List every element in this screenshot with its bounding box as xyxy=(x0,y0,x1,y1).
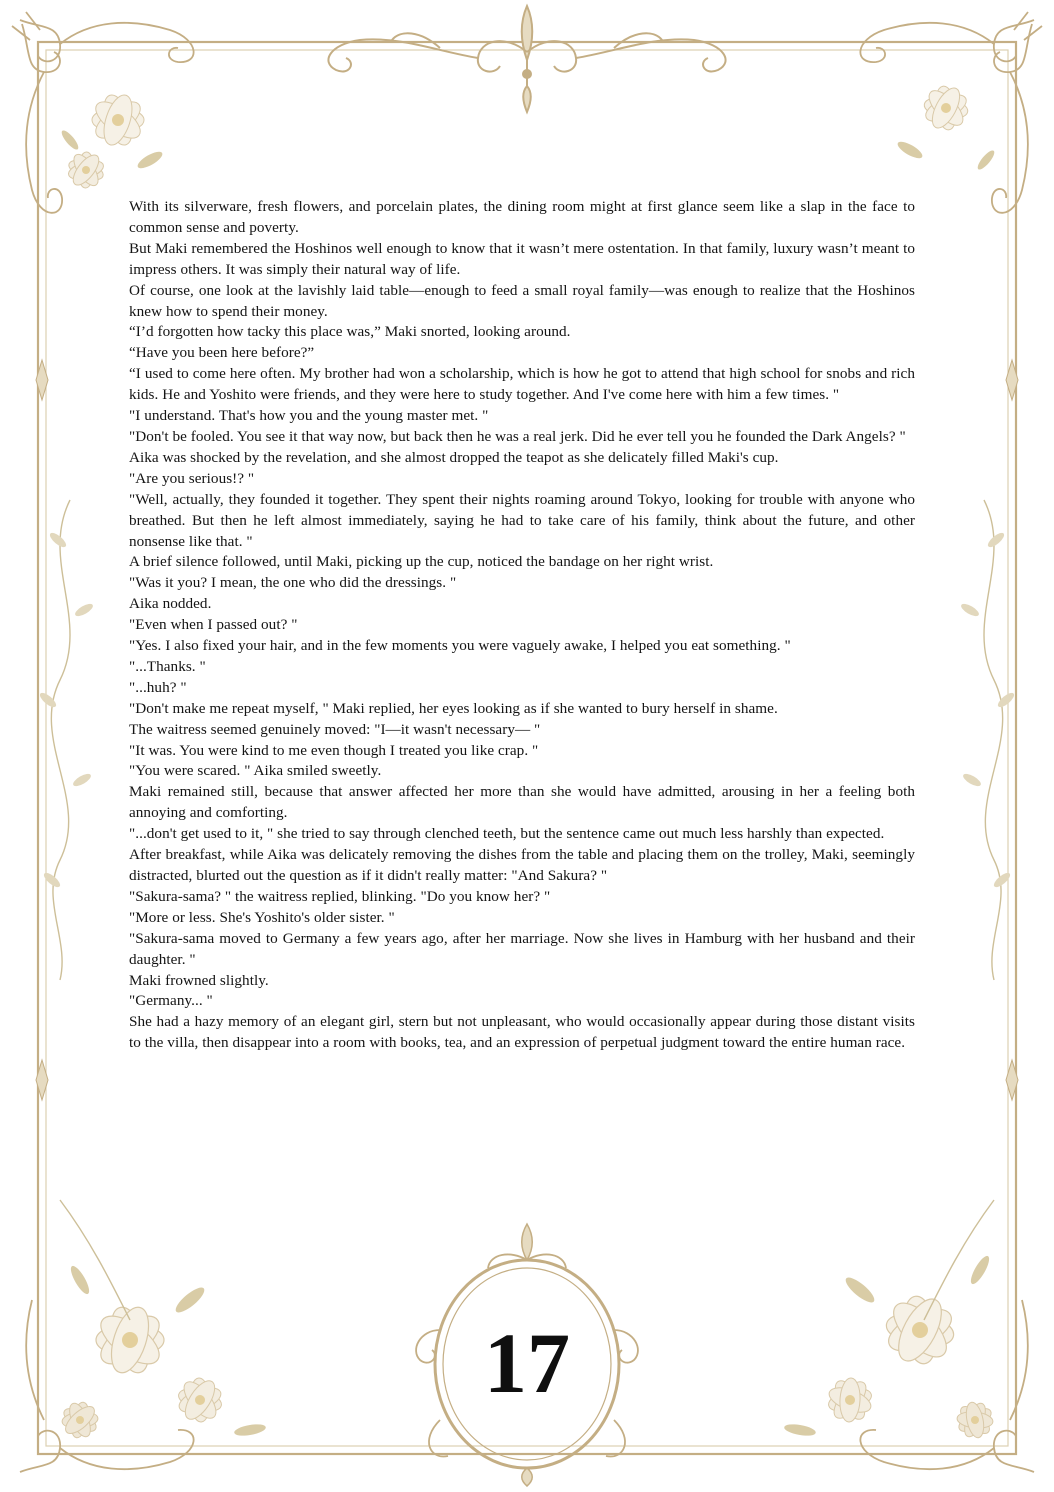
paragraph: "...Thanks. " xyxy=(129,657,206,675)
paragraph: "Well, actually, they founded it together. They spent their nights roaming around Tokyo, looking for trouble with anyone who breathed. But then he left almost immediately, saying he had to take care of his family, think about the future, and other nonsense like that. " xyxy=(129,490,915,550)
paragraph: Aika nodded. xyxy=(129,595,212,613)
paragraph: "It was. You were kind to me even though I treated you like crap. " xyxy=(129,741,539,759)
paragraph: "Yes. I also fixed your hair, and in the few moments you were vaguely awake, I helped you eat something. " xyxy=(129,637,791,655)
paragraph: "...huh? " xyxy=(129,678,187,696)
paragraph: "You were scared. " Aika smiled sweetly. xyxy=(129,762,382,780)
paragraph: A brief silence followed, until Maki, picking up the cup, noticed the bandage on her right wrist. xyxy=(129,553,714,571)
paragraph: "Was it you? I mean, the one who did the dressings. " xyxy=(129,574,457,592)
paragraph: "Germany... " xyxy=(129,992,213,1010)
paragraph: "Sakura-sama? " the waitress replied, blinking. "Do you know her? " xyxy=(129,887,551,905)
paragraph: “I’d forgotten how tacky this place was,” Maki snorted, looking around. xyxy=(129,323,571,341)
paragraph: "Sakura-sama moved to Germany a few years ago, after her marriage. Now she lives in Hamburg with her husband and their daughter. " xyxy=(129,929,915,968)
paragraph: "Don't be fooled. You see it that way now, but back then he was a real jerk. Did he ever tell you he founded the Dark Angels? " xyxy=(129,427,906,445)
top-left-flowers xyxy=(59,92,164,190)
paragraph: "...don't get used to it, " she tried to say through clenched teeth, but the sentence came out much less harshly than expected. xyxy=(129,825,885,843)
paragraph: Maki remained still, because that answer affected her more than she would have admitted, arousing in her a feeling both annoying and comforting. xyxy=(129,783,915,822)
paragraph: With its silverware, fresh flowers, and porcelain plates, the dining room might at first glance seem like a slap in the face to common sense and poverty. xyxy=(129,198,915,236)
paragraph: Of course, one look at the lavishly laid table—enough to feed a small royal family—was enough to realize that the Hoshinos knew how to spend their money. xyxy=(129,281,915,320)
body-text xyxy=(129,197,915,1054)
paragraph: "Even when I passed out? " xyxy=(129,616,298,634)
paragraph: Maki frowned slightly. xyxy=(129,971,269,989)
top-right-flowers xyxy=(895,84,996,172)
paragraph: "More or less. She's Yoshito's older sister. " xyxy=(129,908,395,926)
paragraph: Aika was shocked by the revelation, and she almost dropped the teapot as she delicately filled Maki's cup. xyxy=(129,448,779,466)
paragraph: But Maki remembered the Hoshinos well enough to know that it wasn’t mere ostentation. In that family, luxury wasn’t meant to impress others. It was simply their natural way of life. xyxy=(129,239,915,278)
paragraph: “I used to come here often. My brother had won a scholarship, which is how he got to attend that high school for snobs and rich kids. He and Yoshito were friends, and they were here to study together. And I've come here with him a few times. " xyxy=(129,365,915,404)
paragraph: "Are you serious!? " xyxy=(129,469,255,487)
page-number: 17 xyxy=(484,1315,570,1411)
paragraph: "I understand. That's how you and the young master met. " xyxy=(129,407,489,425)
top-center-ornament xyxy=(328,6,725,112)
paragraph: After breakfast, while Aika was delicately removing the dishes from the table and placing them on the trolley, Maki, seemingly distracted, blurted out the question as if it didn't really matter: "And Sakura? " xyxy=(129,846,915,884)
paragraph: “Have you been here before?” xyxy=(129,344,315,362)
paragraph: The waitress seemed genuinely moved: "I—it wasn't necessary— " xyxy=(129,720,541,738)
paragraph: "Don't make me repeat myself, " Maki replied, her eyes looking as if she wanted to bury herself in shame. xyxy=(129,699,778,717)
paragraph: She had a hazy memory of an elegant girl, stern but not unpleasant, who would occasionally appear during those distant visits to the villa, then disappear into a room with books, tea, and an expression of perpetual judgment toward the entire human race. xyxy=(129,1013,915,1052)
